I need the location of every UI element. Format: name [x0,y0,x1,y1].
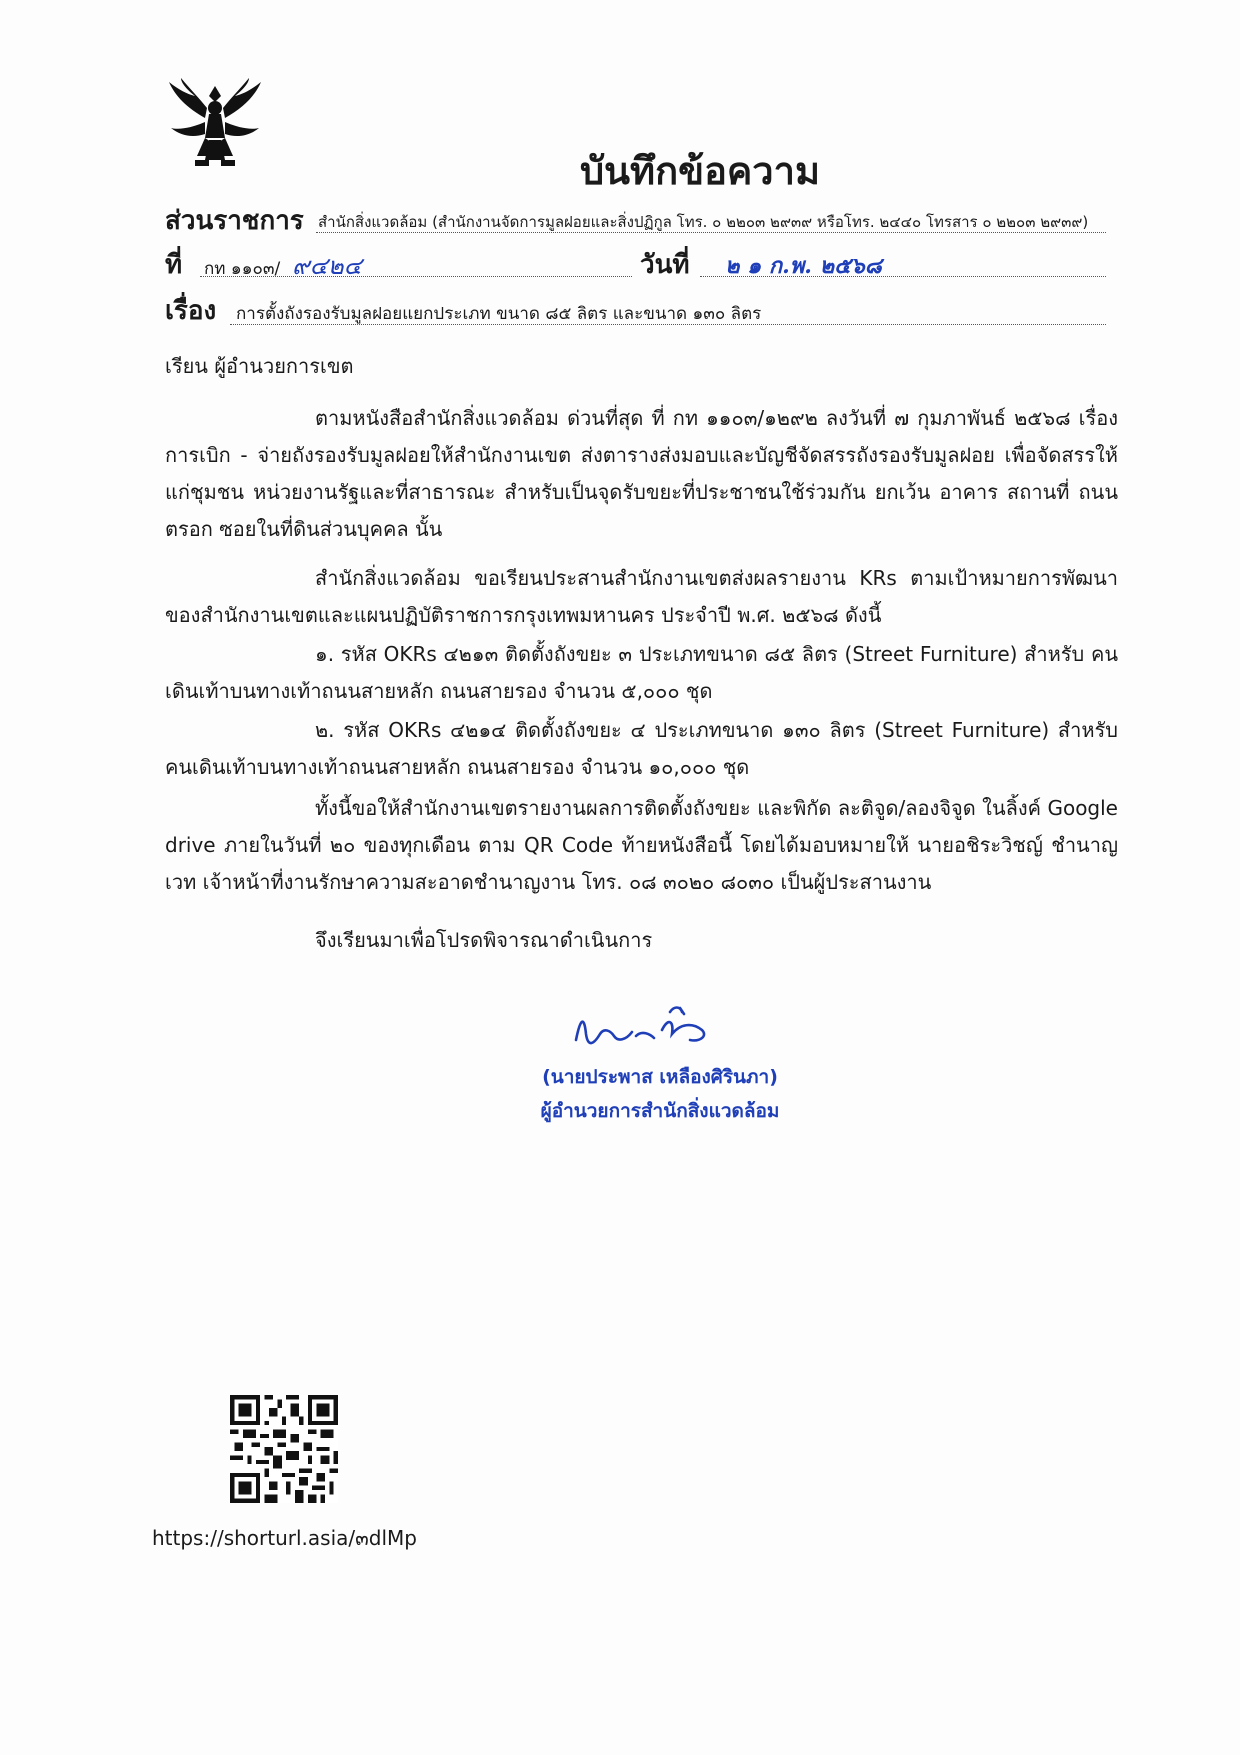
signatory-position: ผู้อำนวยการสำนักสิ่งแวดล้อม [540,1100,780,1122]
agency-underline [316,232,1106,233]
document-title: บันทึกข้อความ [579,149,821,193]
ref-handwritten-number: ๙๔๒๔ [292,252,362,280]
ref-value: กท ๑๑๐๓/ [204,259,281,279]
okr-item-2: ๒. รหัส OKRs ๔๒๑๔ ติดตั้งถังขยะ ๔ ประเภทขนาด ๑๓๐ ลิตร (Street Furniture) สำหรับคนเดินเท้าบนทางเท้าถนนสายหลัก ถนนสายรอง จำนวน ๑๐,๐๐๐ ชุด [165,718,1118,779]
date-label: วันที่ [640,250,690,280]
body-paragraph-1: ตามหนังสือสำนักสิ่งแวดล้อม ด่วนที่สุด ที่ กท ๑๑๐๓/๑๒๙๒ ลงวันที่ ๗ กุมภาพันธ์ ๒๕๖๘ เรื่อง การเบิก - จ่ายถังรองรับมูลฝอยให้สำนักงานเขต ส่งตารางส่งมอบและบัญชีจัดสรรถังรองรับมูลฝอย เพื่อจัดสรรให้แก่ชุมชน หน่วยงานรัฐและที่สาธารณะ สำหรับเป็นจุดรับขยะที่ประชาชนใช้ร่วมกัน ยกเว้น อาคาร สถานที่ ถนน ตรอก ซอยในที่ดินส่วนบุคคล นั้น [165,406,1118,541]
closing-text: จึงเรียนมาเพื่อโปรดพิจารณาดำเนินการ [315,928,653,952]
date-underline [700,276,1106,277]
date-value: ๒ ๑ ก.พ. ๒๕๖๘ [725,253,882,279]
subject-underline [230,324,1106,325]
agency-value: สำนักสิ่งแวดล้อม (สำนักงานจัดการมูลฝอยและสิ่งปฏิกูล โทร. ๐ ๒๒๐๓ ๒๙๓๙ หรือโทร. ๒๔๔๐ โทรสาร ๐ ๒๒๐๓ ๒๙๓๙) [318,213,1089,231]
body-paragraph-2: สำนักสิ่งแวดล้อม ขอเรียนประสานสำนักงานเขตส่งผลรายงาน KRs ตามเป้าหมายการพัฒนา ของสำนักงานเขตและแผนปฏิบัติราชการกรุงเทพมหานคร ประจำปี พ.ศ. ๒๕๖๘ ดังนี้ [165,566,1118,627]
ref-underline [200,276,632,277]
qr-url-link[interactable]: https://shorturl.asia/๓dlMp [152,1526,417,1550]
qr-code-icon[interactable] [230,1395,338,1503]
signatory-name: (นายประพาส เหลืองศิรินภา) [542,1066,778,1088]
agency-label: ส่วนราชการ [165,206,304,236]
okr-item-1: ๑. รหัส OKRs ๔๒๑๓ ติดตั้งถังขยะ ๓ ประเภทขนาด ๘๕ ลิตร (Street Furniture) สำหรับ คนเดินเท้าบนทางเท้าถนนสายหลัก ถนนสายรอง จำนวน ๕,๐๐๐ ชุด [165,642,1118,703]
ref-label: ที่ [165,250,183,280]
salutation: เรียน ผู้อำนวยการเขต [165,354,354,378]
subject-value: การตั้งถังรองรับมูลฝอยแยกประเภท ขนาด ๘๕ ลิตร และขนาด ๑๓๐ ลิตร [236,304,762,324]
handwritten-signature [570,1000,720,1055]
subject-label: เรื่อง [165,296,217,326]
body-paragraph-3: ทั้งนี้ขอให้สำนักงานเขตรายงานผลการติดตั้งถังขยะ และพิกัด ละติจูด/ลองจิจูด ในลิ้งค์ Google drive ภายในวันที่ ๒๐ ของทุกเดือน ตาม QR Code ท้ายหนังสือนี้ โดยได้มอบหมายให้ นายอชิระวิชญ์ ชำนาญเวท เจ้าหน้าที่งานรักษาความสะอาดชำนาญงาน โทร. ๐๘ ๓๐๒๐ ๘๐๓๐ เป็นผู้ประสานงาน [165,796,1118,894]
